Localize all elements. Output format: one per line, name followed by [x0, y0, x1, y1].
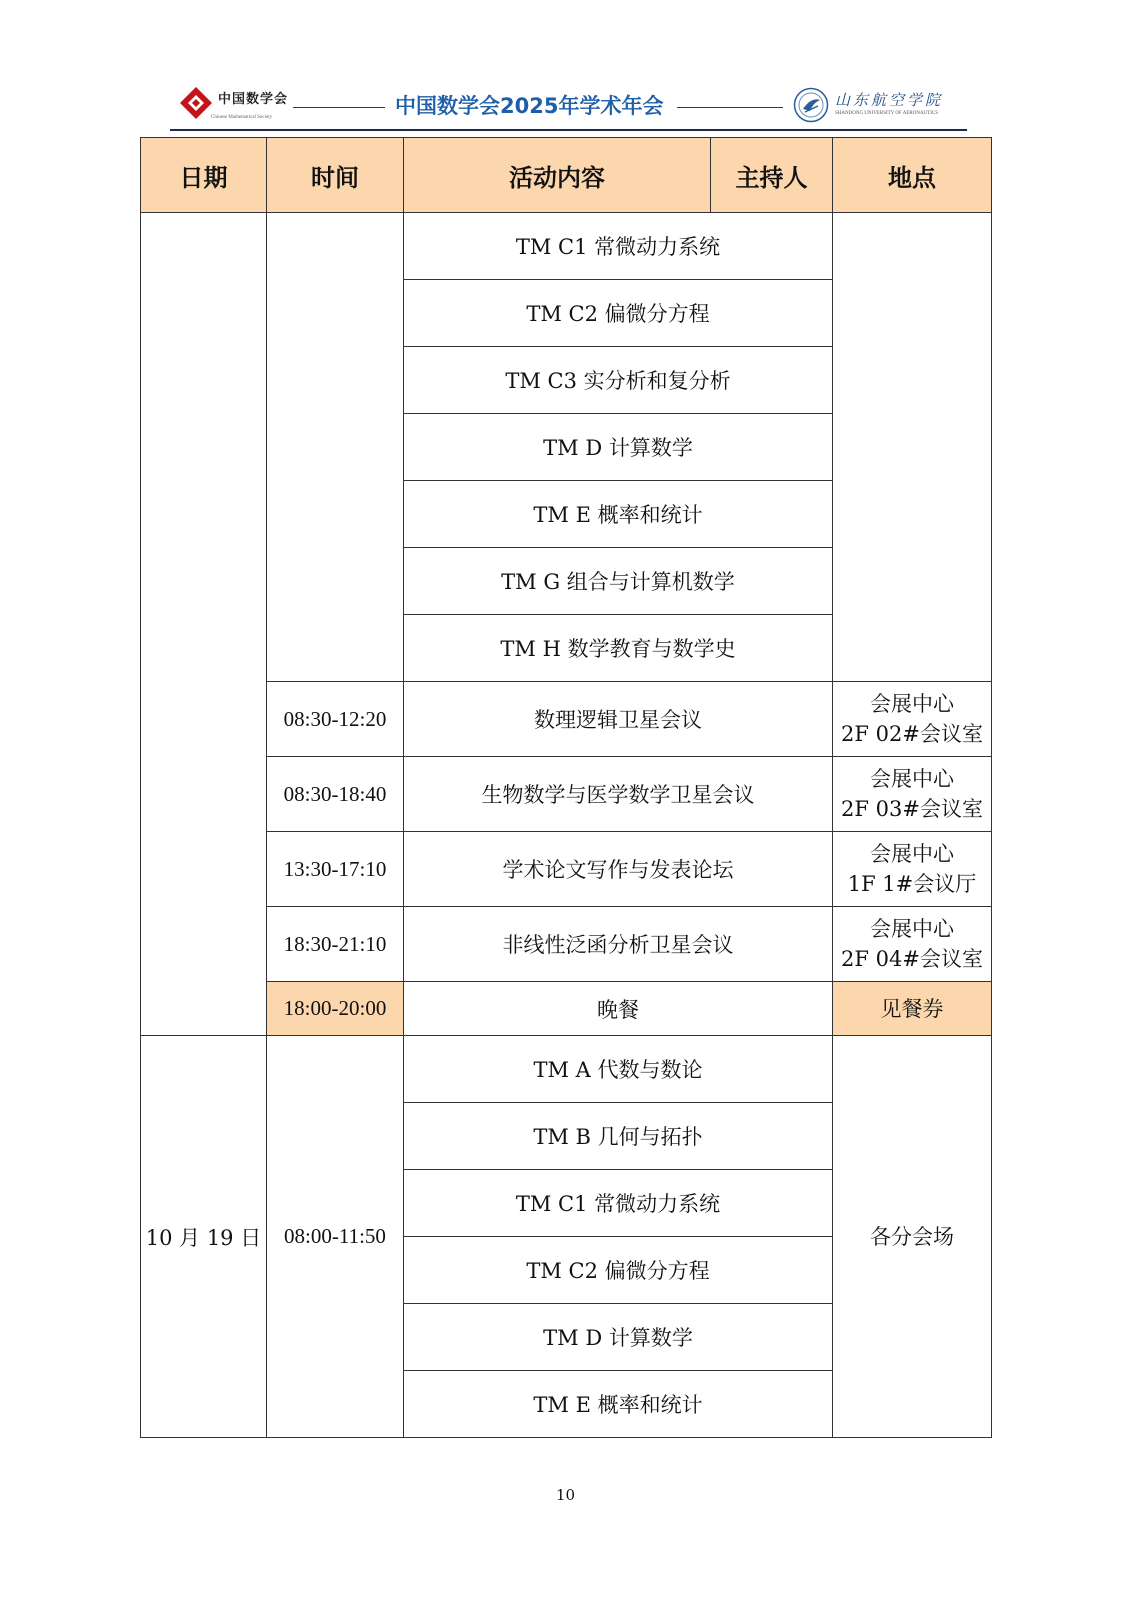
location-cell	[833, 213, 992, 682]
table-row	[141, 757, 992, 832]
location-cell: 各分会场	[833, 1036, 992, 1438]
location-cell	[833, 907, 992, 982]
schedule-table	[140, 137, 992, 1438]
location-line: 会展中心	[870, 692, 954, 716]
location-line: 会展中心	[870, 767, 954, 791]
location-cell	[833, 757, 992, 832]
school-english: SHANDONG UNIVERSITY OF AERONAUTICS	[835, 111, 939, 116]
location-line: 2F 03#会议室	[841, 797, 983, 821]
school-logo-icon	[793, 87, 829, 123]
page-header	[171, 80, 966, 132]
session-cell: TM C3 实分析和复分析	[404, 347, 833, 414]
header-rule	[170, 129, 967, 131]
page-number: 10	[555, 1486, 576, 1504]
table-row	[141, 907, 992, 982]
table-row	[141, 832, 992, 907]
header-location: 地点	[833, 138, 992, 213]
location-cell	[833, 832, 992, 907]
session-cell: TM G 组合与计算机数学	[404, 548, 833, 615]
table-row	[141, 682, 992, 757]
session-cell: TM C2 偏微分方程	[404, 280, 833, 347]
location-cell: 见餐券	[833, 982, 992, 1036]
header-line-right	[677, 107, 783, 108]
dinner-row	[141, 982, 992, 1036]
location-cell	[833, 682, 992, 757]
header-date: 日期	[141, 138, 267, 213]
session-cell: TM E 概率和统计	[404, 1371, 833, 1438]
time-cell: 18:00-20:00	[267, 982, 404, 1036]
header-time: 时间	[267, 138, 404, 213]
location-line: 会展中心	[870, 842, 954, 866]
activity-cell: 学术论文写作与发表论坛	[404, 832, 833, 907]
session-cell: TM E 概率和统计	[404, 481, 833, 548]
session-cell: TM C2 偏微分方程	[404, 1237, 833, 1304]
location-line: 2F 04#会议室	[841, 947, 983, 971]
location-line: 1F 1#会议厅	[847, 872, 977, 896]
date-cell: 10 月 19 日	[141, 1036, 267, 1438]
header-host: 主持人	[711, 138, 833, 213]
session-cell: TM H 数学教育与数学史	[404, 615, 833, 682]
session-cell: TM D 计算数学	[404, 414, 833, 481]
session-cell: TM A 代数与数论	[404, 1036, 833, 1103]
time-cell: 08:00-11:50	[267, 1036, 404, 1438]
time-cell: 13:30-17:10	[267, 832, 404, 907]
cms-english: Chinese Mathematical Society	[211, 115, 273, 120]
time-cell: 08:30-12:20	[267, 682, 404, 757]
header-row	[141, 138, 992, 213]
time-cell: 08:30-18:40	[267, 757, 404, 832]
location-line: 2F 02#会议室	[841, 722, 983, 746]
time-cell: 18:30-21:10	[267, 907, 404, 982]
activity-cell: 非线性泛函分析卫星会议	[404, 907, 833, 982]
session-cell: TM B 几何与拓扑	[404, 1103, 833, 1170]
header-activity: 活动内容	[404, 138, 711, 213]
cms-logo-icon	[179, 86, 213, 120]
cms-name: 中国数学会	[218, 92, 289, 107]
session-cell: TM D 计算数学	[404, 1304, 833, 1371]
table-row	[141, 1036, 992, 1103]
location-line: 会展中心	[870, 917, 954, 941]
date-cell	[141, 213, 267, 1036]
table-row	[141, 213, 992, 280]
header-line-left	[293, 107, 385, 108]
activity-cell: 晚餐	[404, 982, 833, 1036]
session-cell: TM C1 常微动力系统	[404, 1170, 833, 1237]
session-cell: TM C1 常微动力系统	[404, 213, 833, 280]
time-cell	[267, 213, 404, 682]
activity-cell: 数理逻辑卫星会议	[404, 682, 833, 757]
school-name: 山东航空学院	[835, 91, 944, 109]
conference-title: 中国数学会2025年学术年会	[395, 94, 664, 118]
activity-cell: 生物数学与医学数学卫星会议	[404, 757, 833, 832]
